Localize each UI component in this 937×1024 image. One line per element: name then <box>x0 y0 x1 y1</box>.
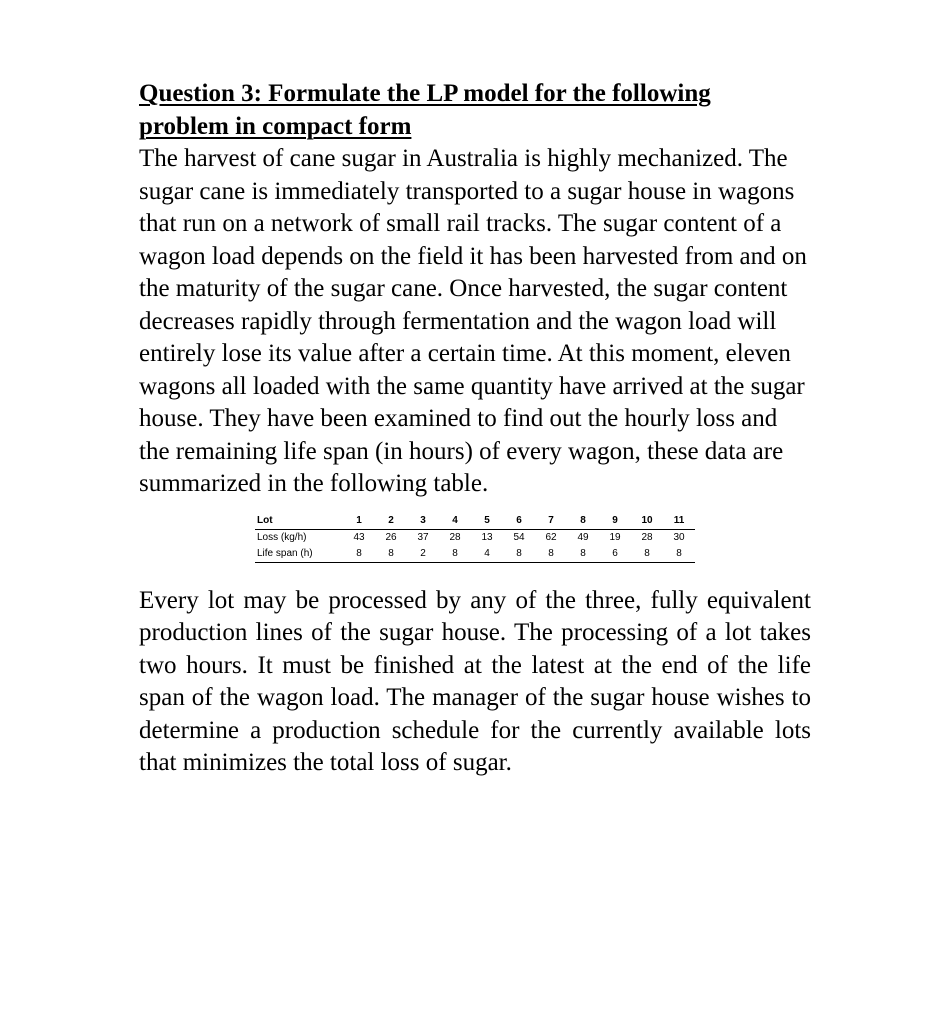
lot-number: 11 <box>663 513 695 530</box>
lot-number: 1 <box>343 513 375 530</box>
life-span-value: 4 <box>471 546 503 563</box>
lot-number: 7 <box>535 513 567 530</box>
loss-value: 62 <box>545 531 557 543</box>
loss-value: 19 <box>609 531 621 543</box>
lot-number: 3 <box>407 513 439 530</box>
lot-number: 5 <box>471 513 503 530</box>
loss-value: 54 <box>513 531 525 543</box>
lot-table-header-row <box>255 513 695 530</box>
loss-value: 28 <box>449 531 461 543</box>
lot-header-label: Lot <box>255 513 343 530</box>
closing-paragraph: Every lot may be processed by any of the three, fully equivalent production lines of the sugar house. The processing of a lot takes two hours. It must be finished at the latest at the end of the life span of the wagon load. The manager of the sugar house wishes to determine a production schedule for the currently available lots that minimizes the total loss of sugar. <box>139 586 811 776</box>
question-title <box>139 78 811 143</box>
lot-number: 6 <box>503 513 535 530</box>
loss-value: 37 <box>417 531 429 543</box>
life-span-value: 8 <box>375 546 407 563</box>
life-span-value: 8 <box>439 546 471 563</box>
question-title-line-2: problem in compact form <box>139 112 412 140</box>
life-span-value: 8 <box>343 546 375 563</box>
lot-table <box>255 513 695 563</box>
life-span-value: 2 <box>407 546 439 563</box>
lot-number: 9 <box>599 513 631 530</box>
life-span-value: 6 <box>599 546 631 563</box>
lot-number: 10 <box>631 513 663 530</box>
loss-value: 49 <box>577 531 589 543</box>
loss-value: 26 <box>385 531 397 543</box>
lot-number: 8 <box>567 513 599 530</box>
life-span-value: 8 <box>631 546 663 563</box>
loss-row <box>255 529 695 546</box>
loss-row-label: Loss (kg/h) <box>257 531 307 543</box>
intro-paragraph: The harvest of cane sugar in Australia is highly mechanized. The sugar cane is immediately transported to a sugar house in wagons that run on a network of small rail tracks. The sugar content of a wagon load depends on the field it has been harvested from and on the maturity of the sugar cane. Once harvested, the sugar content decreases rapidly through fermentation and the wagon load will entirely lose its value after a certain time. At this moment, eleven wagons all loaded with the same quantity have arrived at the sugar house. They have been examined to find out the hourly loss and the remaining life span (in hours) of every wagon, these data are summarized in the following table. <box>139 145 807 497</box>
loss-value: 43 <box>353 531 365 543</box>
lot-table-container <box>255 513 695 563</box>
life-span-value: 8 <box>503 546 535 563</box>
life-span-value: 8 <box>663 546 695 563</box>
loss-value: 30 <box>673 531 685 543</box>
loss-value: 13 <box>481 531 493 543</box>
lot-number: 4 <box>439 513 471 530</box>
life-span-row <box>255 546 695 563</box>
loss-value: 28 <box>641 531 653 543</box>
lot-number: 2 <box>375 513 407 530</box>
question-title-line-1: Question 3: Formulate the LP model for the following <box>139 80 711 107</box>
document <box>139 78 811 780</box>
life-span-row-label: Life span (h) <box>255 546 343 563</box>
life-span-value: 8 <box>567 546 599 563</box>
life-span-value: 8 <box>535 546 567 563</box>
